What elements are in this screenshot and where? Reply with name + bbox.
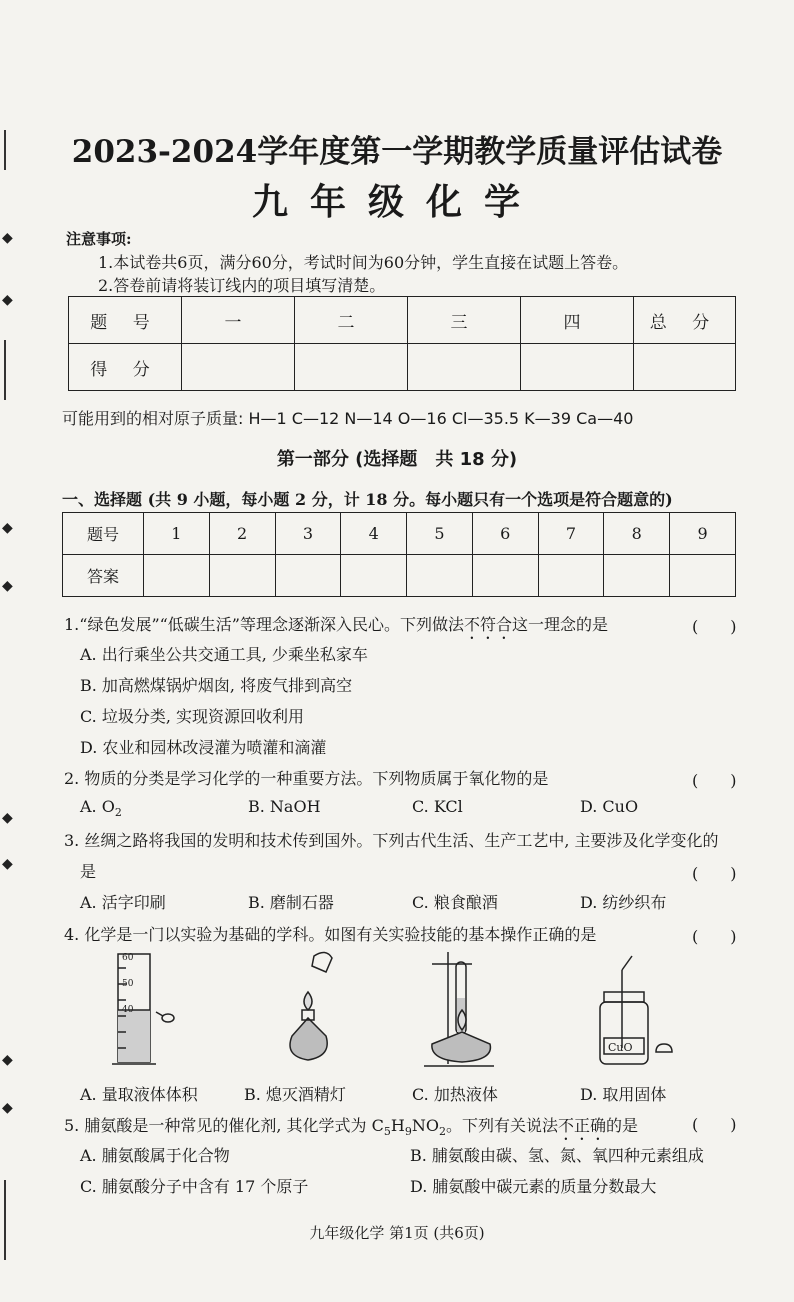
answer-cell[interactable]: [472, 555, 538, 597]
binding-diamond-icon: ◆: [2, 1052, 13, 1068]
binding-diamond-icon: ◆: [2, 810, 13, 826]
q4-figures: [70, 948, 730, 1078]
q4-option-c: C. 加热液体: [412, 1085, 498, 1104]
binding-diamond-icon: ◆: [2, 856, 13, 872]
score-cell[interactable]: [408, 344, 521, 391]
q5-option-a: A. 脯氨酸属于化合物: [80, 1146, 230, 1165]
q4-option-d: D. 取用固体: [580, 1085, 667, 1104]
answer-cell[interactable]: [407, 555, 473, 597]
answer-number: 4: [341, 513, 407, 555]
answer-cell[interactable]: [144, 555, 210, 597]
cylinder-tick-60: 60: [122, 953, 134, 963]
answer-table: [62, 512, 736, 597]
binding-margin: [0, 120, 18, 1260]
q1-stem-text: 这一理念的是: [512, 615, 609, 634]
answer-number: 2: [209, 513, 275, 555]
exam-title: 2023-2024学年度第一学期教学质量评估试卷: [71, 134, 723, 170]
q2-option-b: B. NaOH: [248, 797, 321, 816]
q1-option-a: A. 出行乘坐公共交通工具, 少乘坐私家车: [80, 645, 368, 664]
answer-cell[interactable]: [604, 555, 670, 597]
cylinder-tick-40: 40: [122, 1005, 134, 1015]
alcohol-lamp-icon: [290, 952, 332, 1060]
q5-formula-subscript: 2: [438, 1125, 446, 1139]
q4-answer-paren[interactable]: ( ): [692, 927, 737, 946]
q1-option-d: D. 农业和园林改浸灌为喷灌和滴灌: [80, 738, 327, 757]
score-header-cell: 总 分: [634, 297, 736, 344]
q3-answer-paren[interactable]: ( ): [692, 864, 737, 883]
q2-option-c: C. KCl: [412, 797, 463, 816]
answer-cell[interactable]: [341, 555, 407, 597]
answer-cell[interactable]: [538, 555, 604, 597]
binding-diamond-icon: ◆: [2, 578, 13, 594]
answer-number: 7: [538, 513, 604, 555]
q3-option-c: C. 粮食酿酒: [412, 893, 498, 912]
question-5-stem: [64, 1113, 638, 1144]
answer-number: 9: [670, 513, 736, 555]
q5-stem-text: 的是: [605, 1116, 638, 1135]
q5-formula-part: NO: [411, 1116, 439, 1135]
notice-line-1: 1.本试卷共6页，满分60分，考试时间为60分钟，学生直接在试题上答卷。: [98, 253, 629, 272]
answer-header-label: 题号: [63, 513, 144, 555]
score-table: [68, 296, 736, 391]
q5-answer-paren[interactable]: ( ): [692, 1115, 737, 1134]
q3-option-d: D. 纺纱织布: [580, 893, 667, 912]
answer-number: 3: [275, 513, 341, 555]
binding-diamond-icon: ◆: [2, 1100, 13, 1116]
test-tube-heating-icon: [424, 952, 494, 1066]
question-3-stem-cont: 是: [80, 862, 97, 881]
page-footer: 九年级化学 第1页 (共6页): [309, 1224, 485, 1242]
binding-diamond-icon: ◆: [2, 520, 13, 536]
q2-answer-paren[interactable]: ( ): [692, 771, 737, 790]
q3-option-a: A. 活字印刷: [80, 893, 166, 912]
q2-option-a-text: A. O: [80, 797, 115, 816]
answer-number: 1: [144, 513, 210, 555]
q2-option-a-subscript: 2: [114, 806, 122, 820]
q5-option-d: D. 脯氨酸中碳元素的质量分数最大: [410, 1177, 657, 1196]
q1-stem-text: 1.“绿色发展”“低碳生活”等理念逐渐深入民心。下列做法: [64, 615, 464, 634]
score-cell[interactable]: [634, 344, 736, 391]
q1-option-b: B. 加高燃煤锅炉烟囱, 将废气排到高空: [80, 676, 353, 695]
binding-dash: [4, 340, 6, 400]
notice-line-2: 2.答卷前请将装订线内的项目填写清楚。: [98, 276, 386, 295]
notice-heading: 注意事项:: [66, 230, 132, 248]
answer-cell[interactable]: [670, 555, 736, 597]
q5-stem-text: 。下列有关说法: [445, 1116, 558, 1135]
q3-option-b: B. 磨制石器: [248, 893, 334, 912]
score-cell[interactable]: [295, 344, 408, 391]
answer-number: 5: [407, 513, 473, 555]
q1-emphasis: 不符合: [464, 615, 513, 634]
binding-diamond-icon: ◆: [2, 292, 13, 308]
score-header-cell: 三: [408, 297, 521, 344]
score-header-cell: 二: [295, 297, 408, 344]
question-2-stem: 2. 物质的分类是学习化学的一种重要方法。下列物质属于氧化物的是: [64, 769, 549, 788]
q5-option-c: C. 脯氨酸分子中含有 17 个原子: [80, 1177, 309, 1196]
question-3-stem: 3. 丝绸之路将我国的发明和技术传到国外。下列古代生活、生产工艺中, 主要涉及化学变化的: [64, 831, 719, 850]
q5-formula-part: H: [390, 1116, 405, 1135]
binding-diamond-icon: ◆: [2, 230, 13, 246]
atomic-masses: 可能用到的相对原子质量: H—1 C—12 N—14 O—16 Cl—35.5 K—39 Ca—40: [62, 409, 634, 428]
score-header-cell: 题 号: [69, 297, 182, 344]
q1-answer-paren[interactable]: ( ): [692, 617, 737, 636]
answer-number: 8: [604, 513, 670, 555]
section1-heading: 一、选择题 (共 9 小题，每小题 2 分，计 18 分。每小题只有一个选项是符合题意的): [62, 490, 673, 509]
part1-title: 第一部分 (选择题 共 18 分): [276, 449, 518, 470]
jar-label: CuO: [608, 1041, 633, 1054]
score-row-label: 得 分: [69, 344, 182, 391]
subject-title: 九年级化学: [251, 181, 542, 223]
q2-option-d: D. CuO: [580, 797, 639, 816]
answer-number: 6: [472, 513, 538, 555]
q5-stem-text: 5. 脯氨酸是一种常见的催化剂, 其化学式为 C: [64, 1116, 384, 1135]
q2-option-a: [80, 797, 122, 819]
score-header-cell: 四: [521, 297, 634, 344]
answer-cell[interactable]: [275, 555, 341, 597]
score-header-cell: 一: [182, 297, 295, 344]
q1-option-c: C. 垃圾分类, 实现资源回收利用: [80, 707, 305, 726]
question-4-stem: 4. 化学是一门以实验为基础的学科。如图有关实验技能的基本操作正确的是: [64, 925, 597, 944]
score-cell[interactable]: [521, 344, 634, 391]
answer-cell[interactable]: [209, 555, 275, 597]
question-1-stem: [64, 612, 608, 643]
q4-option-b: B. 熄灭酒精灯: [244, 1085, 346, 1104]
q4-option-a: A. 量取液体体积: [80, 1085, 198, 1104]
cylinder-tick-50: 50: [122, 979, 134, 989]
q5-formula-subscript: 5: [383, 1125, 391, 1139]
answer-row-label: 答案: [63, 555, 144, 597]
score-cell[interactable]: [182, 344, 295, 391]
binding-dash: [4, 1180, 6, 1260]
q5-option-b: B. 脯氨酸由碳、氢、氮、氧四种元素组成: [410, 1146, 704, 1165]
q5-emphasis: 不正确: [557, 1116, 606, 1135]
q5-formula-subscript: 9: [404, 1125, 412, 1139]
